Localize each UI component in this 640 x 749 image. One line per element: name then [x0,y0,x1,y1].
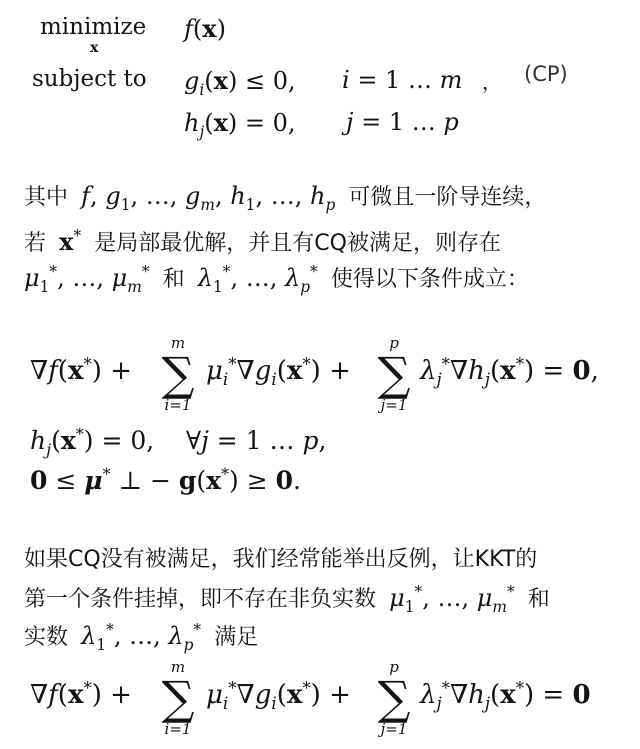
final-sum-upper-p: p [389,658,399,676]
para1-line2 [24,226,501,257]
kkt-eq3: 0 ≤ μ* ⊥ − g(x*) ≥ 0. [30,464,301,495]
sum-lower-i: i=1 [164,396,192,414]
kkt-eq1-part1: ∇f(x*) + [30,354,132,386]
subject-to-label: subject to [32,66,147,92]
para1-line3-math2: $\lambda_1^*$, …, $\lambda_p^*$ [197,263,318,296]
para1-line3-post: 使得以下条件成立： [330,267,529,292]
para2-line3-math: $\lambda_1^*$, …, $\lambda_p^*$ [81,621,202,654]
final-sum-lower-i: i=1 [164,720,192,738]
para2-line3-pre: 实数 [24,625,69,650]
sum-upper-m: m [170,334,186,352]
equality-range: j = 1 … p [346,108,459,136]
para1-line3 [24,262,529,296]
sum-upper-p: p [389,334,399,352]
minimize-variable: x [90,40,99,56]
final-eq-part2: $\mu_i^*\nabla g_i(x^*)$ + [206,678,351,714]
para1-line1-math: f, $g_1$, …, $g_m$, $h_1$, …, $h_p$ [81,182,336,214]
para2-line3-post: 满足 [214,625,259,650]
final-eq-part1: ∇f(x*) + [30,678,132,710]
equality-constraint: $h_j(x) = 0$, [184,108,296,141]
sum-symbol-mu: m ∑ i=1 [150,334,206,414]
kkt-eq1-part2: $\mu_i^*\nabla g_i(x^*)$ + [206,354,351,390]
inequality-range: i = 1 … m [342,66,463,94]
para1-line3-mid: 和 [162,267,185,292]
para1-line2-post: 是局部最优解，并且有CQ被满足，则存在 [94,231,501,256]
minimize-label: minimize [40,14,147,40]
para1-line2-math: x* [59,227,82,256]
final-sum-symbol-mu: m ∑ i=1 [150,658,206,738]
problem-comma: ， [482,70,502,94]
para2-line3 [24,620,259,654]
para1-line1 [24,180,547,214]
para2-line2-pre: 第一个条件挂掉，即不存在非负实数 [24,587,377,612]
para2-line2 [24,582,550,616]
final-sum-lower-j: j=1 [380,720,408,738]
final-sum-upper-m: m [170,658,186,676]
para1-line1-post: 可微且一阶导连续， [348,185,547,210]
para1-line3-math1: $\mu_1^*$, …, $\mu_m^*$ [24,263,150,296]
para2-line2-math: $\mu_1^*$, …, $\mu_m^*$ [389,583,515,616]
para2-line2-post: 和 [527,587,550,612]
para2-line1: 如果CQ没有被满足，我们经常能举出反例，让KKT的 [24,547,538,572]
sum-symbol-lambda: p ∑ j=1 [366,334,422,414]
para1-line1-pre: 其中 [24,185,69,210]
objective-function: f(x) [184,14,226,43]
problem-tag: (CP) [524,62,568,86]
inequality-constraint: $g_i(x) \le 0$, [184,66,296,99]
kkt-eq1-part3: $\lambda_j^*\nabla h_j(x^*) = 0$, [420,354,599,390]
sum-lower-j: j=1 [380,396,408,414]
kkt-eq2: $h_j(x^*) = 0$, ∀j = 1 … p, [30,424,327,459]
final-sum-symbol-lambda: p ∑ j=1 [366,658,422,738]
final-eq-part3: $\lambda_j^*\nabla h_j(x^*) = 0$ [420,678,591,714]
para1-line2-pre: 若 [24,231,47,256]
